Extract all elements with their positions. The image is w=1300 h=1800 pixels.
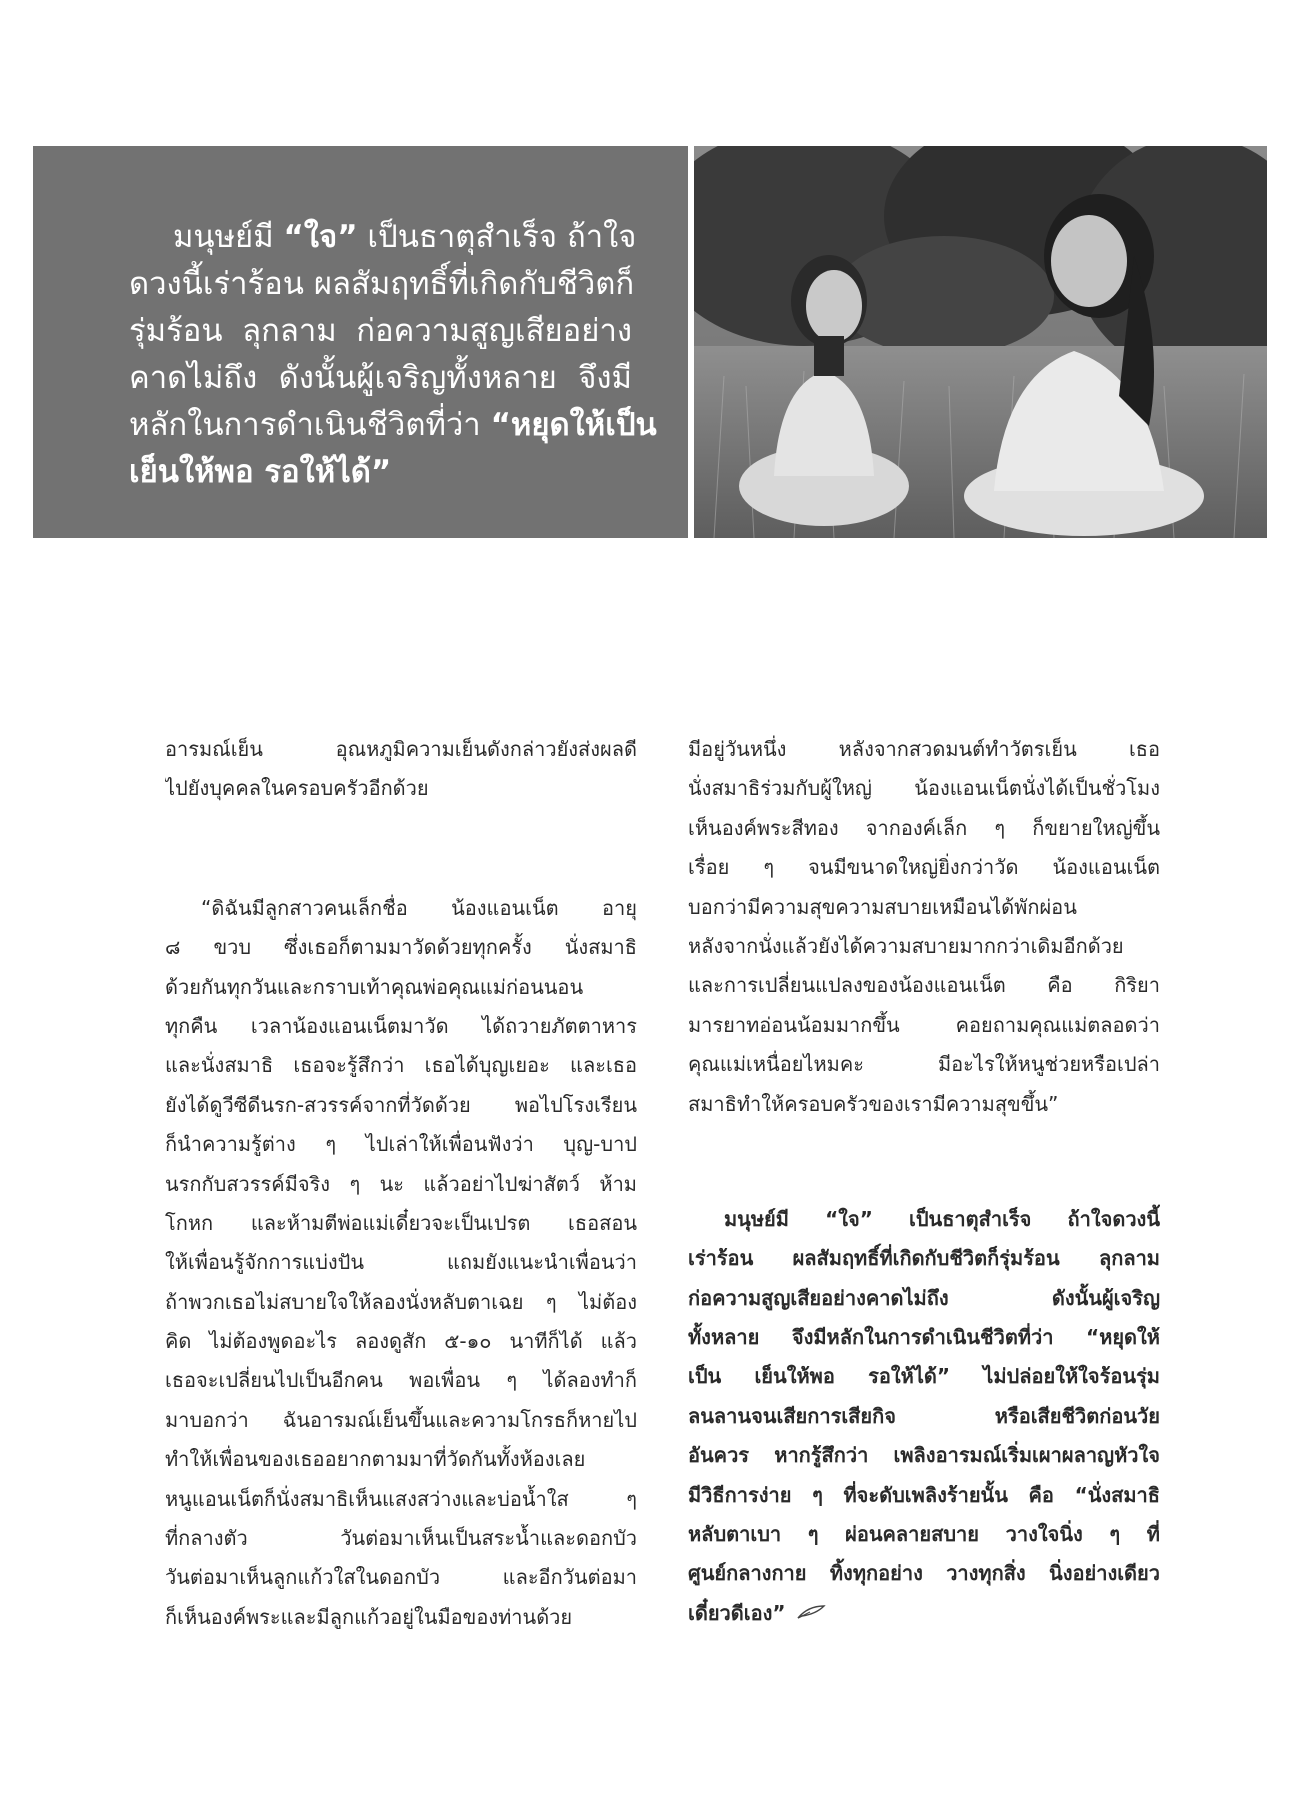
feather-quill-end-mark-icon (796, 1594, 826, 1633)
text-line: เห็นองค์พระสีทอง จากองค์เล็ก ๆ ก็ขยายใหญ่ขึ้น (688, 815, 1160, 840)
pull-quote-line: คาดไม่ถึง ดังนั้นผู้เจริญทั้งหลาย จึงมี (129, 360, 632, 396)
meditation-photo (694, 146, 1267, 538)
text-line: เดี๋ยวดีเอง” (688, 1594, 1160, 1633)
text-line: อารมณ์เย็น อุณหภูมิความเย็นดังกล่าวยังส่งผลดี (165, 737, 637, 761)
text-line: ก็นำความรู้ต่าง ๆ ไปเล่าให้เพื่อนฟังว่า บุญ-บาป (165, 1132, 637, 1157)
text-line: “ดิฉันมีลูกสาวคนเล็กชื่อ น้องแอนเน็ต อายุ (201, 895, 637, 920)
photo-two-women-meditating-icon (694, 146, 1267, 538)
text-line: มาบอกว่า ฉันอารมณ์เย็นขึ้นและความโกรธก็หายไป (165, 1407, 637, 1432)
pull-quote-box (33, 146, 688, 538)
paragraph (165, 730, 637, 809)
paragraph (688, 730, 1160, 1124)
text-line: ยังได้ดูวีซีดีนรก-สวรรค์จากที่วัดด้วย พอไปโรงเรียน (165, 1092, 637, 1117)
left-column (165, 730, 637, 1637)
text-line: ทำให้เพื่อนของเธออยากตามมาที่วัดกันทั้งห้องเลย (165, 1447, 586, 1472)
text-line: คุณแม่เหนื่อยไหมคะ มีอะไรให้หนูช่วยหรือเปล่า (688, 1052, 1160, 1077)
text-line: ไปยังบุคคลในครอบครัวอีกด้วย (165, 776, 429, 801)
text-line: นรกกับสวรรค์มีจริง ๆ นะ แล้วอย่าไปฆ่าสัตว์ ห้าม (165, 1171, 637, 1196)
text-line: หลังจากนั่งแล้วยังได้ความสบายมากกว่าเดิมอีกด้วย (688, 933, 1124, 958)
text-line: คิด ไม่ต้องพูดอะไร ลองดูสัก ๕-๑๐ นาทีก็ได้ แล้ว (165, 1329, 637, 1354)
text-line: ก็เห็นองค์พระและมีลูกแก้วอยู่ในมือของท่านด้วย (165, 1604, 573, 1629)
pull-quote-line: รุ่มร้อน ลุกลาม ก่อความสูญเสียอย่าง (129, 313, 632, 349)
text-line: มารยาทอ่อนน้อมมากขึ้น คอยถามคุณแม่ตลอดว่า (688, 1012, 1160, 1037)
text-line: ลนลานจนเสียการเสียกิจ หรือเสียชีวิตก่อนวัย (688, 1403, 1160, 1428)
text-line: สมาธิทำให้ครอบครัวของเรามีความสุขขึ้น” (688, 1091, 1059, 1116)
conclusion-paragraph (688, 1200, 1160, 1633)
text-line: ศูนย์กลางกาย ทิ้งทุกอย่าง วางทุกสิ่ง นิ่งอย่างเดียว (688, 1561, 1160, 1586)
text-line: บอกว่ามีความสุขความสบายเหมือนได้พักผ่อน (688, 894, 1077, 919)
text-line: หนูแอนเน็ตก็นั่งสมาธิเห็นแสงสว่างและบ่อน้ำใส ๆ (165, 1486, 637, 1511)
text-line: เร่าร้อน ผลสัมฤทธิ์ที่เกิดกับชีวิตก็รุ่มร้อน ลุกลาม (688, 1246, 1160, 1271)
text-line: อันควร หากรู้สึกว่า เพลิงอารมณ์เริ่มเผาผลาญหัวใจ (688, 1443, 1160, 1468)
text-line: ด้วยกันทุกวันและกราบเท้าคุณพ่อคุณแม่ก่อนนอน (165, 974, 584, 999)
right-column (688, 730, 1160, 1633)
text-line: ให้เพื่อนรู้จักการแบ่งปัน แถมยังแนะนำเพื่อนว่า (165, 1250, 637, 1275)
text-line: มีอยู่วันหนึ่ง หลังจากสวดมนต์ทำวัตรเย็น เธอ (688, 737, 1160, 761)
paragraph (165, 889, 637, 1637)
text-line: หลับตาเบา ๆ ผ่อนคลายสบาย วางใจนิ่ง ๆ ที่ (688, 1522, 1160, 1547)
pull-quote-line: เย็นให้พอ รอให้ได้” (129, 454, 392, 490)
text-line: ทั้งหลาย จึงมีหลักในการดำเนินชีวิตที่ว่า “หยุดให้ (688, 1325, 1160, 1350)
pull-quote-line: มนุษย์มี “ใจ” เป็นธาตุสำเร็จ ถ้าใจ (173, 219, 637, 255)
text-line: มนุษย์มี “ใจ” เป็นธาตุสำเร็จ ถ้าใจดวงนี้ (724, 1206, 1160, 1231)
text-line: โกหก และห้ามตีพ่อแม่เดี๋ยวจะเป็นเปรต เธอสอน (165, 1210, 637, 1235)
text-line: ก่อความสูญเสียอย่างคาดไม่ถึง ดังนั้นผู้เจริญ (688, 1285, 1160, 1310)
text-line: ที่กลางตัว วันต่อมาเห็นเป็นสระน้ำและดอกบัว (165, 1526, 637, 1551)
text-line: เธอจะเปลี่ยนไปเป็นอีกคน พอเพื่อน ๆ ได้ลองทำก็ (165, 1368, 637, 1393)
text-line: เรื่อย ๆ จนมีขนาดใหญ่ยิ่งกว่าวัด น้องแอนเน็ต (688, 855, 1160, 880)
text-line: และนั่งสมาธิ เธอจะรู้สึกว่า เธอได้บุญเยอะ และเธอ (165, 1053, 637, 1078)
text-line: เป็น เย็นให้พอ รอให้ได้” ไม่ปล่อยให้ใจร้อนรุ่ม (688, 1364, 1160, 1389)
pull-quote-line: ดวงนี้เร่าร้อน ผลสัมฤทธิ์ที่เกิดกับชีวิตก็ (129, 266, 635, 302)
pull-quote-line: หลักในการดำเนินชีวิตที่ว่า “หยุดให้เป็น (129, 407, 657, 443)
text-line: และการเปลี่ยนแปลงของน้องแอนเน็ต คือ กิริยา (688, 973, 1160, 998)
text-line: ๘ ขวบ ซึ่งเธอก็ตามมาวัดด้วยทุกครั้ง นั่งสมาธิ (165, 935, 637, 960)
text-line: ถ้าพวกเธอไม่สบายใจให้ลองนั่งหลับตาเฉย ๆ ไม่ต้อง (165, 1289, 637, 1314)
text-line: นั่งสมาธิร่วมกับผู้ใหญ่ น้องแอนเน็ตนั่งได้เป็นชั่วโมง (688, 776, 1160, 801)
text-line: ทุกคืน เวลาน้องแอนเน็ตมาวัด ได้ถวายภัตตาหาร (165, 1013, 637, 1038)
text-line: มีวิธีการง่าย ๆ ที่จะดับเพลิงร้ายนั้น คือ “นั่งสมาธิ (688, 1482, 1160, 1507)
text-line: วันต่อมาเห็นลูกแก้วใสในดอกบัว และอีกวันต่อมา (165, 1565, 637, 1590)
